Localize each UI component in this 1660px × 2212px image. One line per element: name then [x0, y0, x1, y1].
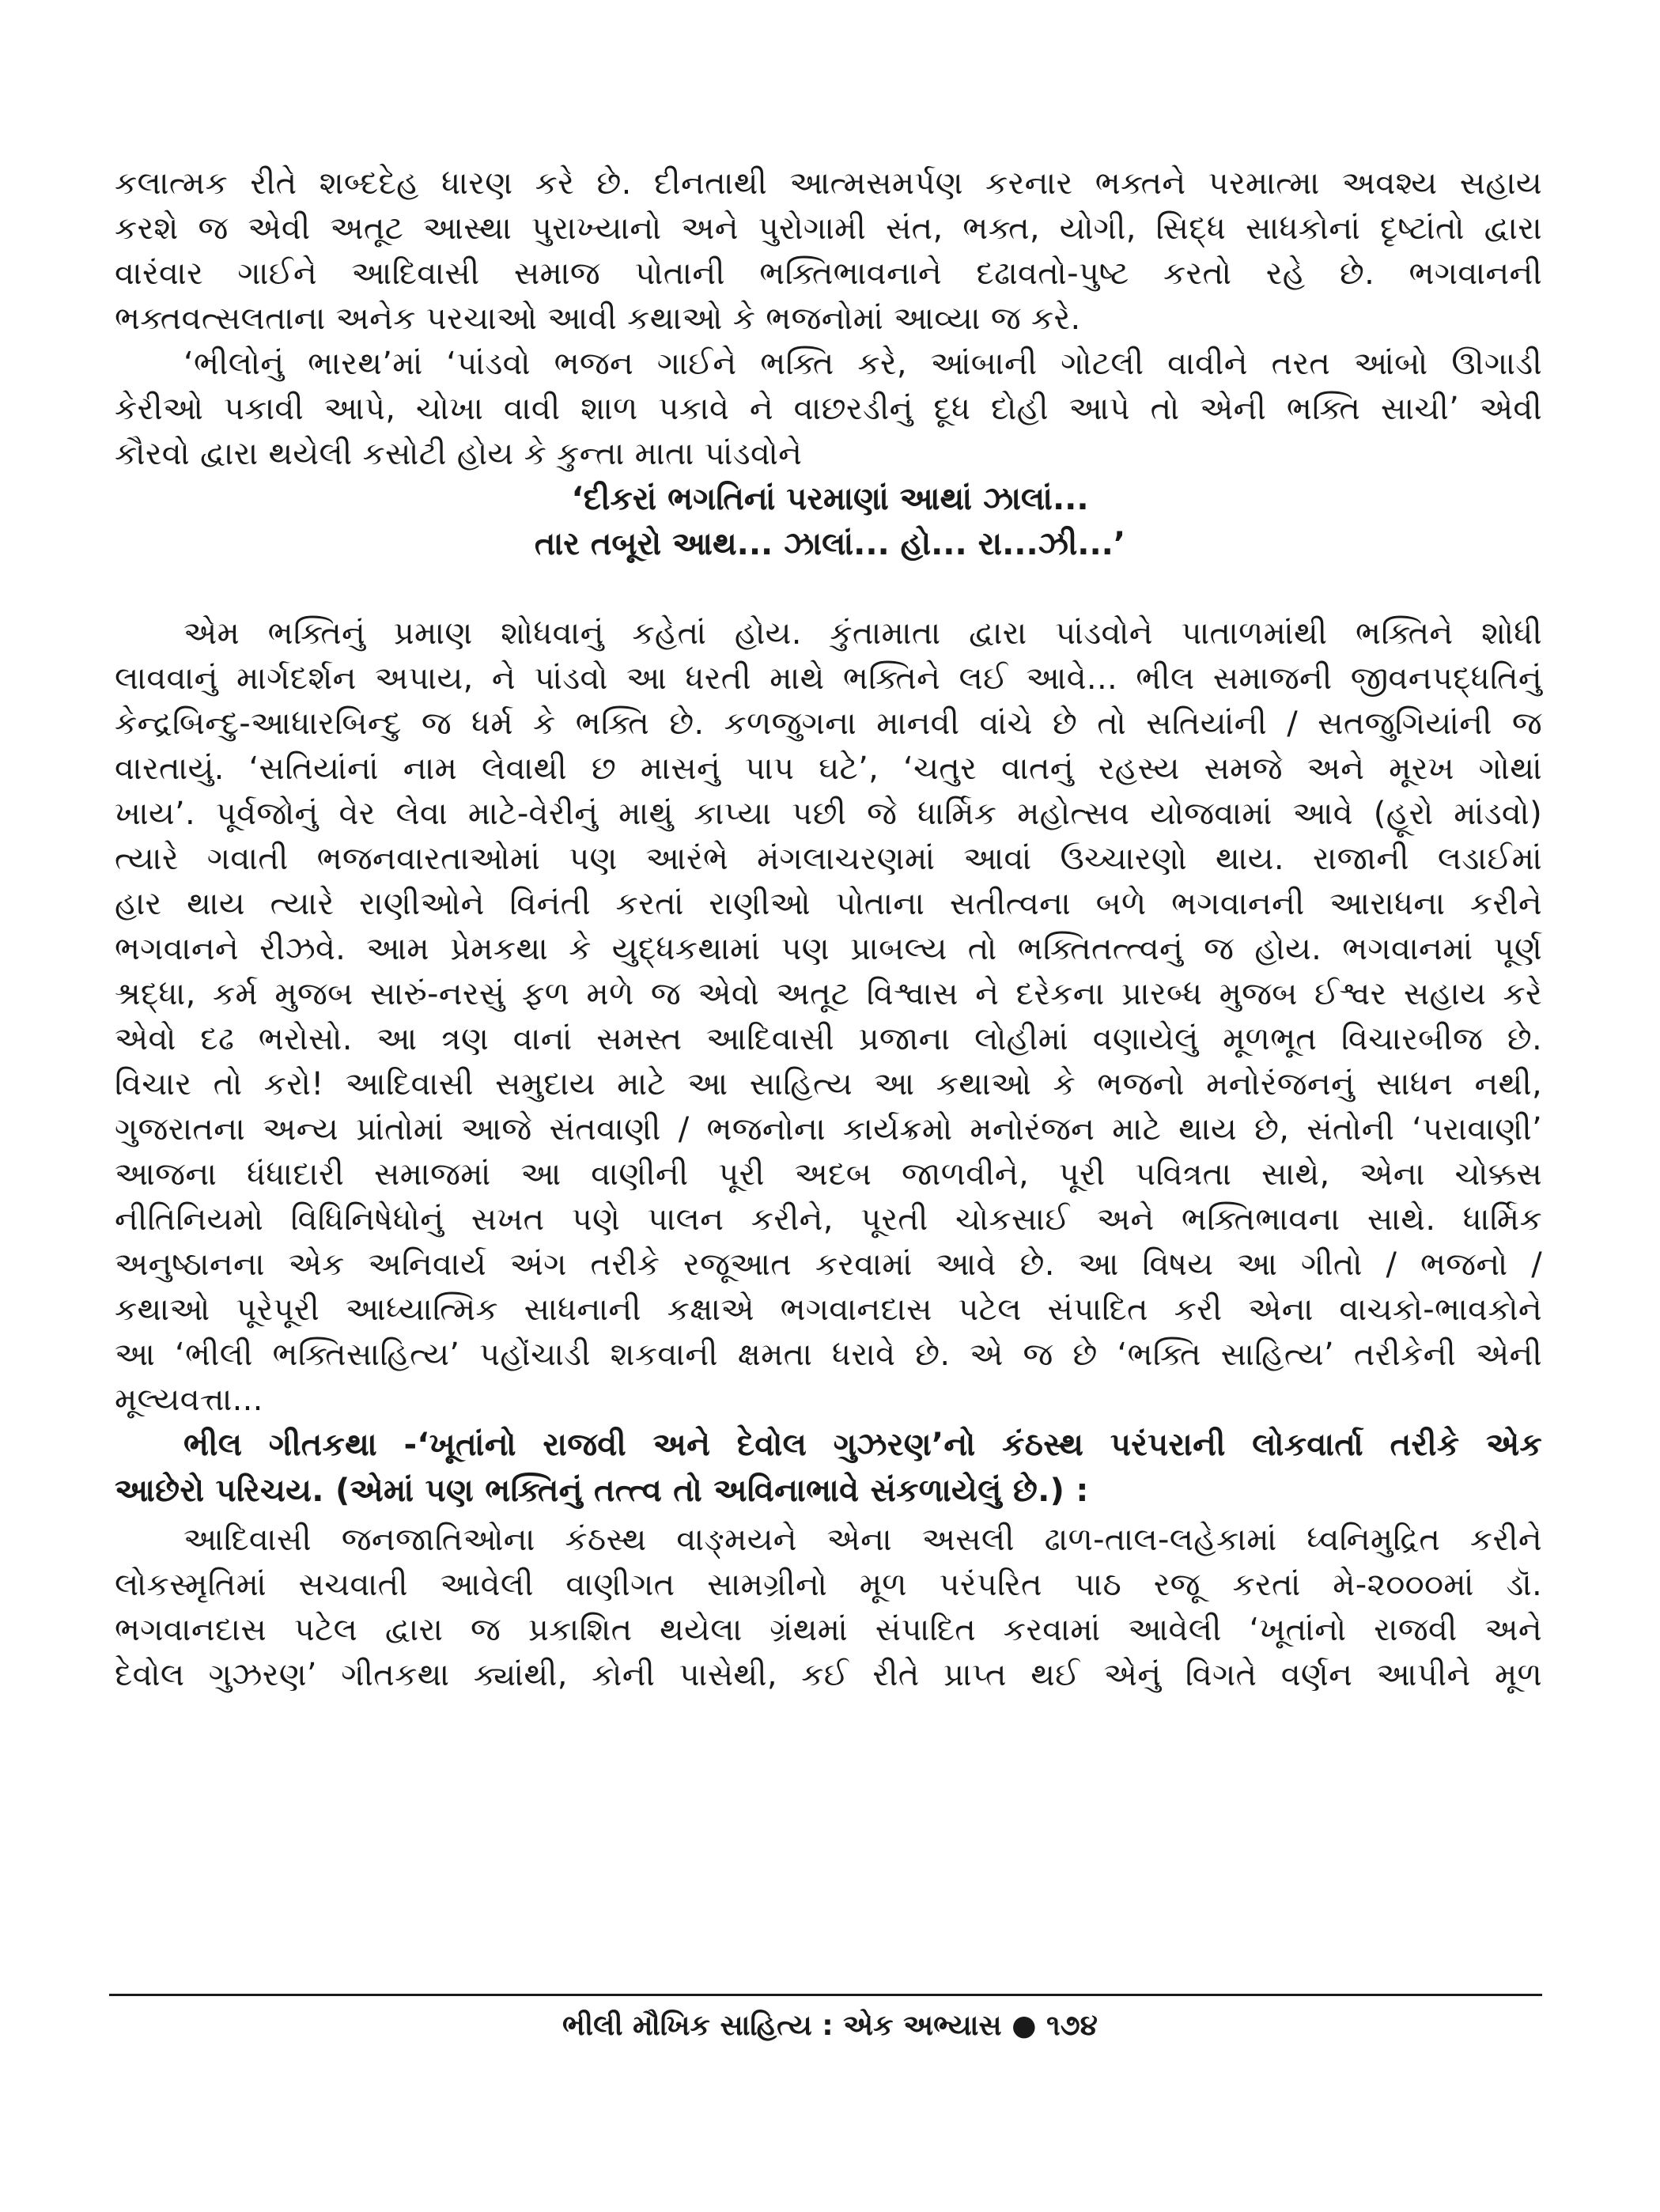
text-line: એવો દઢ ભરોસો. આ ત્રણ વાનાં સમસ્ત આદિવાસી પ્રજાના લોહીમાં વણાયેલું મૂળભૂત વિચારબીજ છે.: [115, 1021, 1542, 1057]
verse-line: ‘દીકરાં ભગતિનાં પરમાણાં આથાં ઝાલાં...: [571, 481, 1089, 517]
text-line: આ ‘ભીલી ભક્તિસાહિત્ય’ પહોંચાડી શકવાની ક્ષમતા ધરાવે છે. એ જ છે ‘ભક્તિ સાહિત્ય’ તરીકેની એની: [115, 1337, 1542, 1373]
text-line: શ્રદ્ધા, કર્મ મુજબ સારું-નરસું ફળ મળે જ એવો અતૂટ વિશ્વાસ ને દરેકના પ્રારબ્ધ મુજબ ઈશ્વર સહાય કરે: [115, 976, 1542, 1012]
text-line: હાર થાય ત્યારે રાણીઓને વિનંતી કરતાં રાણીઓ પોતાના સતીત્વના બળે ભગવાનની આરાધના કરીને: [115, 886, 1542, 922]
footer-rule: [109, 1994, 1542, 1996]
text-line: કથાઓ પૂરેપૂરી આધ્યાત્મિક સાધનાની કક્ષાએ ભગવાનદાસ પટેલ સંપાદિત કરી એના વાચકો-ભાવકોને: [115, 1291, 1542, 1328]
text-line: કેન્દ્રબિન્દુ-આધારબિન્દુ જ ધર્મ કે ભક્તિ છે. કળજુગના માનવી વાંચે છે તો સતિયાંની / સતજુગિયાંની જ: [115, 705, 1542, 742]
text-line: આજના ધંધાદારી સમાજમાં આ વાણીની પૂરી અદબ જાળવીને, પૂરી પવિત્રતા સાથે, એના ચોક્કસ: [115, 1156, 1542, 1193]
text-line: લાવવાનું માર્ગદર્શન અપાય, ને પાંડવો આ ધરતી માથે ભક્તિને લઈ આવે... ભીલ સમાજની જીવનપદ્ધતિનું: [115, 660, 1542, 697]
text-line: દેવોલ ગુઝરણ’ ગીતકથા ક્યાંથી, કોની પાસેથી, કઈ રીતે પ્રાપ્ત થઈ એનું વિગતે વર્ણન આપીને મૂળ: [115, 1657, 1542, 1693]
text-line: મૂલ્યવત્તા...: [115, 1382, 263, 1418]
text-line: કેરીઓ પકાવી આપે, ચોખા વાવી શાળ પકાવે ને વાછરડીનું દૂધ દોહી આપે તો એની ભક્તિ સાચી’ એવી: [115, 391, 1542, 427]
text-line: એમ ભક્તિનું પ્રમાણ શોધવાનું કહેતાં હોય. કુંતામાતા દ્વારા પાંડવોને પાતાળમાંથી ભક્તિને શોધી: [183, 615, 1542, 652]
verse-line: તાર તબૂરો આથ... ઝાલાં... હો... રા...ઝી...’: [534, 526, 1126, 562]
text-line: અનુષ્ઠાનના એક અનિવાર્ય અંગ તરીકે રજૂઆત કરવામાં આવે છે. આ વિષય આ ગીતો / ભજનો /: [115, 1246, 1542, 1283]
text-line: ભગવાનદાસ પટેલ દ્વારા જ પ્રકાશિત થયેલા ગ્રંથમાં સંપાદિત કરવામાં આવેલી ‘ખૂતાંનો રાજવી અને: [115, 1612, 1542, 1648]
text-line: ‘ભીલોનું ભારથ’માં ‘પાંડવો ભજન ગાઈને ભક્તિ કરે, આંબાની ગોટલી વાવીને તરત આંબો ઊગાડી: [183, 346, 1542, 382]
text-line: ખાય’. પૂર્વજોનું વેર લેવા માટે-વેરીનું માથું કાપ્યા પછી જે ધાર્મિક મહોત્સવ યોજવામાં આવે (હૂરો માંડવો): [115, 796, 1542, 832]
text-line: વિચાર તો કરો! આદિવાસી સમુદાય માટે આ સાહિત્ય આ કથાઓ કે ભજનો મનોરંજનનું સાધન નથી,: [115, 1066, 1542, 1102]
text-line: ભગવાનને રીઝવે. આમ પ્રેમકથા કે યુદ્ધકથામાં પણ પ્રાબલ્ય તો ભક્તિતત્ત્વનું જ હોય. ભગવાનમાં પૂર્ણ: [115, 931, 1542, 967]
text-line: કૌરવો દ્વારા થયેલી કસોટી હોય કે કુન્તા માતા પાંડવોને: [115, 436, 803, 472]
text-line: નીતિનિયમો વિધિનિષેધોનું સખત પણે પાલન કરીને, પૂરતી ચોકસાઈ અને ભક્તિભાવના સાથે. ધાર્મિક: [115, 1201, 1542, 1238]
text-line: કરશે જ એવી અતૂટ આસ્થા પુરાખ્યાનો અને પુરોગામી સંત, ભક્ત, યોગી, સિદ્ધ સાધકોનાં દૃષ્ટાંતો દ્વારા: [115, 210, 1542, 247]
text-line: ભીલ ગીતકથા -‘ખૂતાંનો રાજવી અને દેવોલ ગુઝરણ’નો કંઠસ્થ પરંપરાની લોકવાર્તા તરીકે એક: [183, 1427, 1542, 1463]
text-line: ત્યારે ગવાતી ભજનવારતાઓમાં પણ આરંભે મંગલાચરણમાં આવાં ઉચ્ચારણો થાય. રાજાની લડાઈમાં: [115, 841, 1542, 877]
text-line: ભક્તવત્સલતાના અનેક પરચાઓ આવી કથાઓ કે ભજનોમાં આવ્યા જ કરે.: [115, 301, 1081, 337]
text-line: વારતાયું. ‘સતિયાંનાં નામ લેવાથી છ માસનું પાપ ઘટે’, ‘ચતુર વાતનું રહસ્ય સમજે અને મૂરખ ગોથાં: [115, 751, 1542, 787]
text-line: આદિવાસી જનજાતિઓના કંઠસ્થ વાઙ્મયને એના અસલી ઢાળ-તાલ-લહેકામાં ધ્વનિમુદ્રિત કરીને: [183, 1522, 1542, 1558]
text-line: કલાત્મક રીતે શબ્દદેહ ધારણ કરે છે. દીનતાથી આત્મસમર્પણ કરનાર ભક્તને પરમાત્મા અવશ્ય સહાય: [115, 165, 1542, 202]
text-line: આછેરો પરિચય. (એમાં પણ ભક્તિનું તત્ત્વ તો અવિનાભાવે સંકળાયેલું છે.) :: [115, 1473, 1089, 1509]
text-line: ગુજરાતના અન્ય પ્રાંતોમાં આજે સંતવાણી / ભજનોના કાર્યક્રમો મનોરંજન માટે થાય છે, સંતોની ‘પરાવાણી’: [115, 1111, 1542, 1148]
page-footer: ભીલી મૌખિક સાહિત્ય : એક અભ્યાસ ● ૧૭૪: [562, 2010, 1098, 2042]
text-line: વારંવાર ગાઈને આદિવાસી સમાજ પોતાની ભક્તિભાવનાને દઢાવતો-પુષ્ટ કરતો રહે છે. ભગવાનની: [115, 255, 1542, 292]
text-line: લોકસ્મૃતિમાં સચવાતી આવેલી વાણીગત સામગ્રીનો મૂળ પરંપરિત પાઠ રજૂ કરતાં મે-૨૦૦૦માં ડૉ.: [115, 1567, 1542, 1603]
